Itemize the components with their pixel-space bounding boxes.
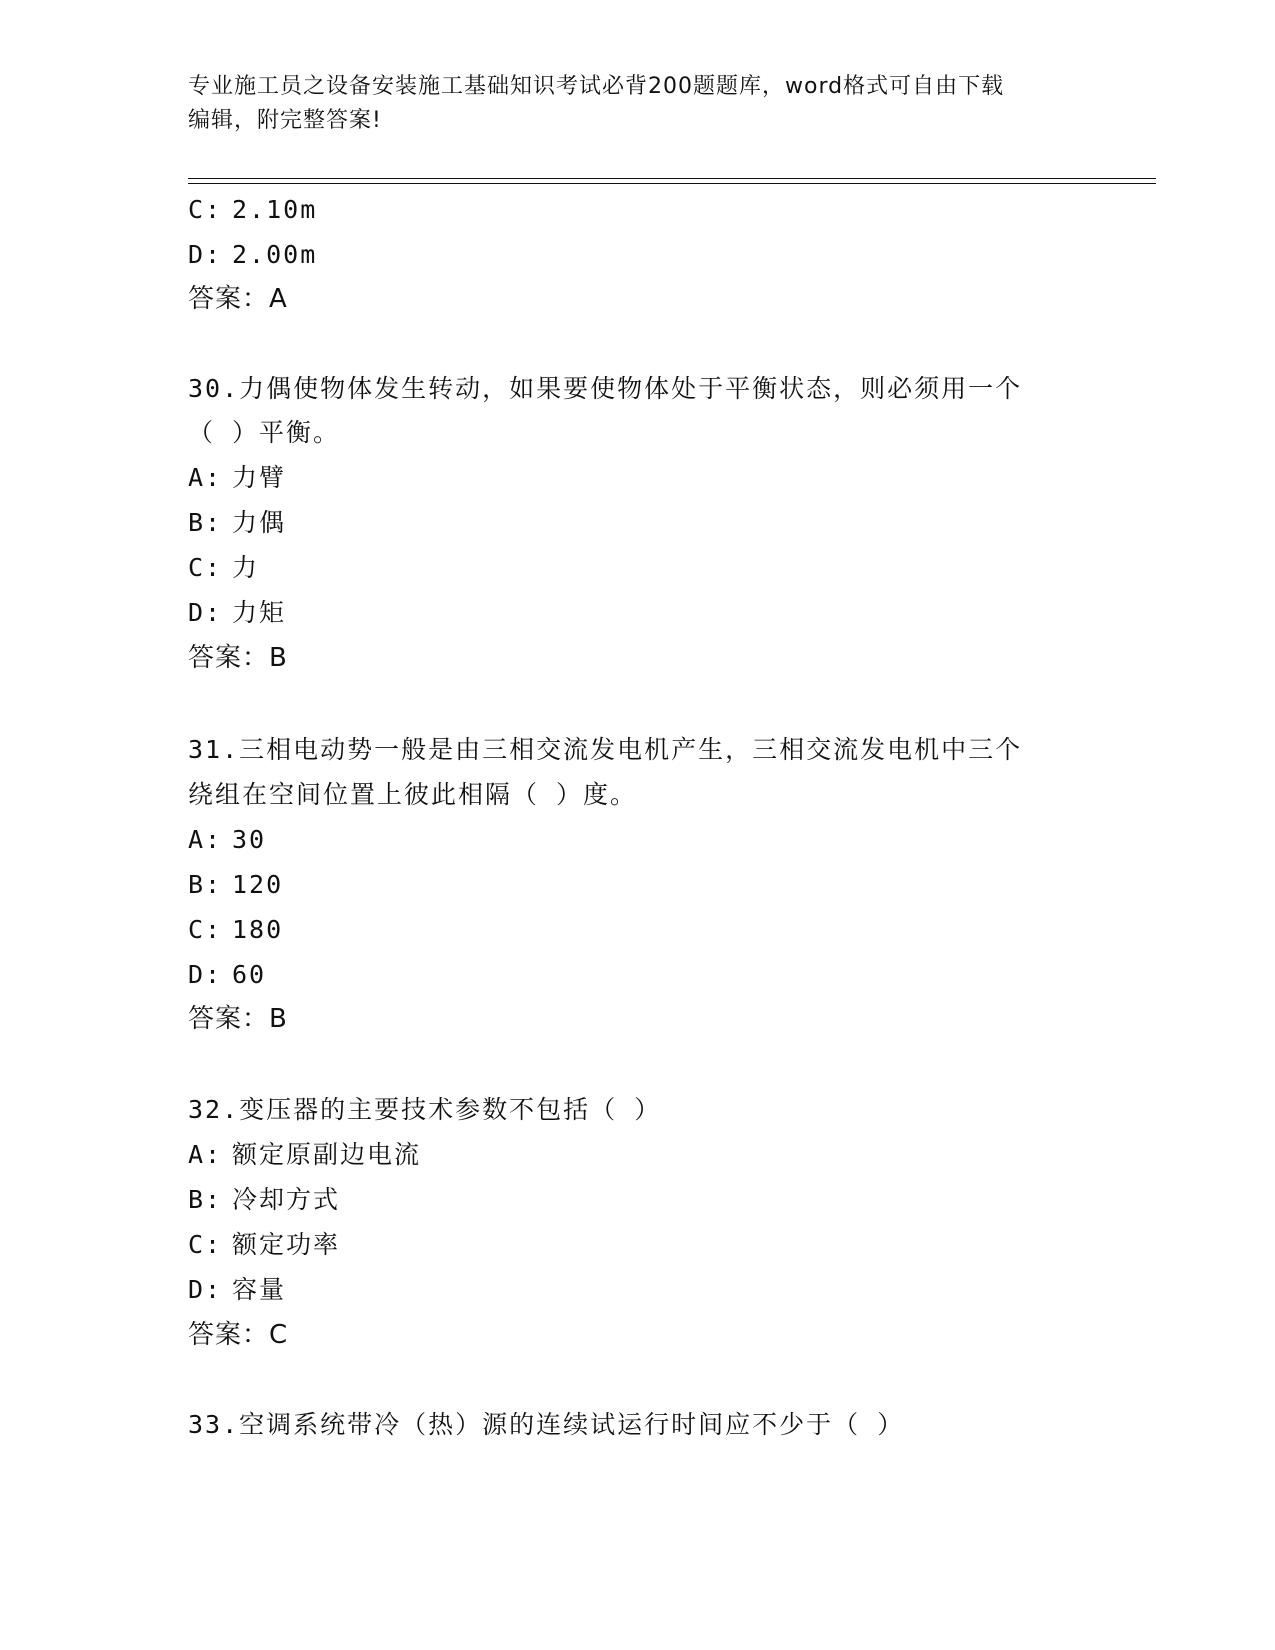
option-key: D: <box>188 598 223 627</box>
option-key: A: <box>188 1140 223 1169</box>
question-30-stem-line-2: （ ）平衡。 <box>188 418 341 447</box>
option-key: C: <box>188 553 223 582</box>
answer-prev: 答案：A <box>188 284 288 314</box>
question-32-answer: 答案：C <box>188 1320 289 1350</box>
question-30-option-c <box>188 553 259 583</box>
question-31-stem-line-2: 绕组在空间位置上彼此相隔（ ）度。 <box>188 780 638 809</box>
question-30-stem-line-1: 30.力偶使物体发生转动，如果要使物体处于平衡状态，则必须用一个 <box>188 374 1023 403</box>
option-key: D: <box>188 240 223 269</box>
option-text: 120 <box>232 870 284 899</box>
question-31-option-a <box>188 825 266 855</box>
header-line-2: 编辑，附完整答案! <box>188 108 382 133</box>
option-text: 30 <box>232 825 267 854</box>
option-text: 2.00m <box>232 240 318 269</box>
question-33-stem-line-1: 33.空调系统带冷（热）源的连续试运行时间应不少于（ ） <box>188 1410 905 1439</box>
option-key: D: <box>188 960 223 989</box>
option-key: C: <box>188 1230 223 1259</box>
option-key: D: <box>188 1275 223 1304</box>
option-text: 冷却方式 <box>232 1185 341 1214</box>
option-text: 力偶 <box>232 508 287 537</box>
option-text: 60 <box>232 960 267 989</box>
option-text: 力臂 <box>232 463 287 492</box>
question-30-option-b <box>188 508 286 538</box>
document-header <box>188 70 1088 138</box>
option-text: 力 <box>232 553 260 582</box>
question-31-option-b <box>188 870 283 900</box>
question-32-option-c <box>188 1230 340 1260</box>
question-31-answer: 答案：B <box>188 1004 288 1034</box>
question-30-option-d <box>188 598 286 628</box>
header-divider-top <box>188 178 1156 179</box>
question-30-answer: 答案：B <box>188 643 288 673</box>
option-key: A: <box>188 463 223 492</box>
question-31-stem-line-1: 31.三相电动势一般是由三相交流发电机产生，三相交流发电机中三个 <box>188 735 1023 764</box>
option-text: 额定功率 <box>232 1230 341 1259</box>
question-32-stem-line-1: 32.变压器的主要技术参数不包括（ ） <box>188 1095 662 1124</box>
question-31-option-d <box>188 960 266 990</box>
option-key: B: <box>188 508 223 537</box>
option-key: B: <box>188 1185 223 1214</box>
question-32-option-d <box>188 1275 286 1305</box>
option-d-prev <box>188 240 317 270</box>
option-c-prev <box>188 195 317 225</box>
option-key: A: <box>188 825 223 854</box>
option-text: 力矩 <box>232 598 287 627</box>
question-32-option-b <box>188 1185 340 1215</box>
option-key: C: <box>188 195 223 224</box>
option-key: C: <box>188 915 223 944</box>
option-text: 2.10m <box>232 195 318 224</box>
header-line-1: 专业施工员之设备安装施工基础知识考试必背200题题库，word格式可自由下载 <box>188 74 1005 99</box>
option-text: 容量 <box>232 1275 287 1304</box>
option-text: 180 <box>232 915 284 944</box>
question-32-option-a <box>188 1140 421 1170</box>
option-key: B: <box>188 870 223 899</box>
header-divider-bottom <box>188 183 1156 184</box>
question-31-option-c <box>188 915 283 945</box>
question-30-option-a <box>188 463 286 493</box>
option-text: 额定原副边电流 <box>232 1140 422 1169</box>
